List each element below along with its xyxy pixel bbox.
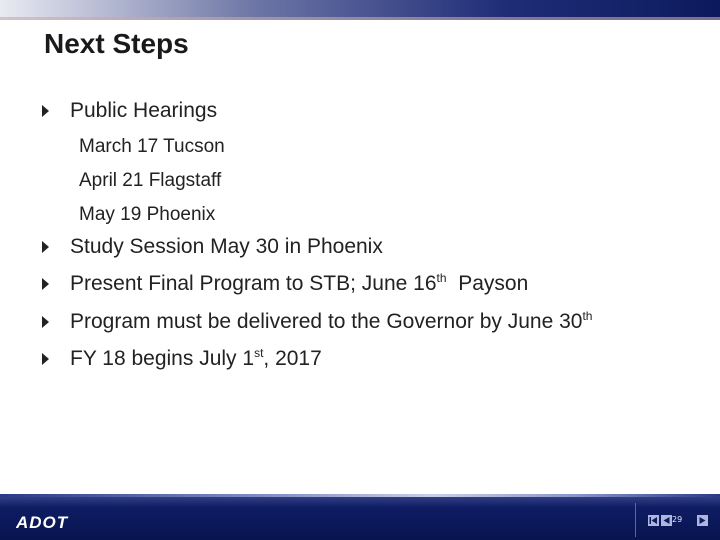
footer-bar bbox=[0, 494, 720, 540]
bullet-text bbox=[70, 310, 592, 333]
sub-list bbox=[40, 130, 700, 232]
bullet-item bbox=[40, 98, 700, 124]
bullet-arrow-icon bbox=[42, 353, 49, 365]
bullet-text-tail: Payson bbox=[446, 272, 529, 295]
sub-item: May 19 Phoenix bbox=[79, 203, 216, 225]
next-slide-icon[interactable] bbox=[697, 515, 708, 526]
bullet-text-main: FY 18 begins July 1 bbox=[70, 347, 255, 370]
bullet-arrow-icon bbox=[42, 241, 49, 253]
svg-text:ADOT: ADOT bbox=[16, 514, 69, 530]
bullet-text-main: Program must be delivered to the Governor by June 30 bbox=[70, 309, 583, 333]
sub-item: April 21 Flagstaff bbox=[79, 169, 222, 191]
footer-separator bbox=[635, 503, 636, 537]
page-number: 29 bbox=[672, 515, 683, 524]
first-slide-icon[interactable] bbox=[648, 515, 659, 526]
bullet-item bbox=[40, 346, 700, 372]
adot-logo bbox=[16, 514, 98, 530]
bullet-text: Study Session May 30 in Phoenix bbox=[70, 234, 383, 258]
bullet-text: Public Hearings bbox=[70, 99, 218, 122]
slide-title: Next Steps bbox=[44, 28, 189, 59]
bullet-arrow-icon bbox=[42, 105, 49, 117]
header-bar bbox=[0, 0, 720, 20]
bullet-arrow-icon bbox=[42, 316, 49, 328]
ordinal-suffix: st bbox=[254, 346, 264, 360]
bullet-item bbox=[40, 234, 700, 260]
bullet-text bbox=[70, 347, 322, 370]
bullet-text bbox=[70, 272, 528, 295]
bullet-text-main: Present Final Program to STB; June 16 bbox=[70, 272, 437, 295]
bullet-text-tail: , 2017 bbox=[263, 347, 322, 370]
bullet-item bbox=[40, 309, 700, 335]
previous-slide-icon[interactable] bbox=[661, 515, 672, 526]
bullet-arrow-icon bbox=[42, 278, 49, 290]
ordinal-suffix: th bbox=[436, 271, 447, 285]
sub-item: March 17 Tucson bbox=[79, 135, 225, 157]
slide-content bbox=[40, 98, 700, 384]
ordinal-suffix: th bbox=[582, 308, 593, 323]
footer-divider-line bbox=[0, 494, 720, 497]
bullet-item bbox=[40, 271, 700, 297]
